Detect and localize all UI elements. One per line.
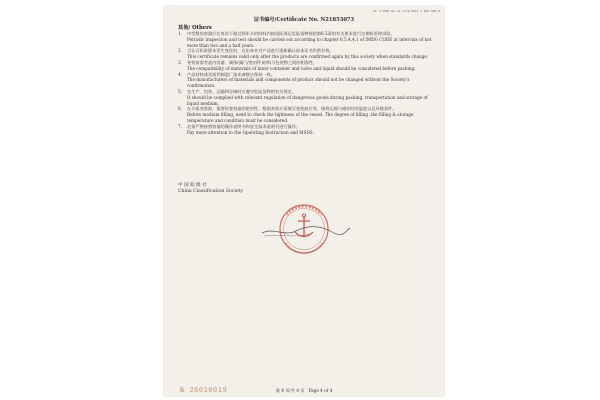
item-number: 6. xyxy=(178,106,182,112)
item-text-en: The manufacturers of materials and components of product should not be changed without the Society's confirmation. xyxy=(187,77,410,89)
others-item xyxy=(178,124,432,136)
item-text-en: The compatibility of materials of inner container and valve and liquid should be considered before packing. xyxy=(187,65,416,71)
seal-stamp-icon xyxy=(254,203,354,255)
item-text-cn: 产品材料或零部件制造厂技术参数应保持一致。 xyxy=(187,71,275,77)
document-code: AF 1/1982 No.7a 2/12/2012 4 PAX 900.0 xyxy=(373,9,440,13)
item-text-cn: 充装前需考虑内容器、阀体(阀门/密封件)材料与包装物之间的相容性。 xyxy=(187,59,318,65)
others-item xyxy=(178,48,432,60)
others-list xyxy=(178,31,432,135)
serial-value: 26010019 xyxy=(189,386,228,394)
item-text-en: This certificate remains valid only after the products are confirmed again by this society when standards change. xyxy=(187,54,429,60)
item-text-cn: 在介质充装前，需要检查容器的密封性。根据充装介质填写充装液位等，保持运输与储存时的温度以及环境条件。 xyxy=(187,106,397,112)
item-text-cn: 必须严格按照容器的操作说明书和安全技术说明书进行操作。 xyxy=(187,123,301,129)
others-item xyxy=(178,72,432,89)
others-item xyxy=(178,60,432,72)
item-number: 5. xyxy=(178,88,182,94)
others-heading: 其他/ Others xyxy=(178,25,212,31)
item-number: 4. xyxy=(178,71,182,77)
certificate-page xyxy=(164,6,444,396)
item-number: 3. xyxy=(178,59,182,65)
official-seal xyxy=(254,203,354,255)
society-signature-block xyxy=(178,183,243,195)
item-number: 2. xyxy=(178,48,182,54)
item-text-en: Pay more attention to the Operating Instruction and MSDS. xyxy=(187,129,314,135)
item-text-en: Periodic inspection and test should be carried out according to chapter 6.5.4.4.1 of IMDG CODE at intervals of not more than two and a half years. xyxy=(187,36,432,48)
item-text-cn: 中型散装容器应在每次不超过两年半的时间内按国际海运危险货物规则第6.5章的有关要求进行定期检验和试验。 xyxy=(187,31,395,36)
page-number-en: Page 4 of 4 xyxy=(308,388,333,393)
item-text-en: It should be complied with relevant regulation of dangerous goods during packing, transportation and storage of liquid medium. xyxy=(187,94,428,106)
society-name-en: China Classification Society xyxy=(178,189,243,195)
serial-prefix: № xyxy=(180,386,185,394)
page-number-cn: 第 4 页/共 4 页 xyxy=(275,388,305,393)
others-item xyxy=(178,106,432,123)
others-item xyxy=(178,89,432,106)
item-text-cn: 在生产、包装、运输和存储时应遵守危险货物的有关规定。 xyxy=(187,88,296,94)
item-text-cn: 当认可标准版本发生变化时，在由本社对产品进行重新确认前本证书仍然有效。 xyxy=(187,48,334,54)
item-text-en: Before medium filling, need to check the tightness of the vessel. The degree of filling ,the filling & storage temperature and condition must be considered. xyxy=(187,112,414,123)
item-number: 7. xyxy=(178,123,182,129)
page-indicator xyxy=(164,388,444,394)
item-number: 1. xyxy=(178,31,182,36)
society-name-cn: 中 国 船 级 社 xyxy=(178,183,207,188)
certificate-number: 证书编号/Certificate No. N21853073 xyxy=(253,17,355,23)
others-item xyxy=(178,31,432,48)
